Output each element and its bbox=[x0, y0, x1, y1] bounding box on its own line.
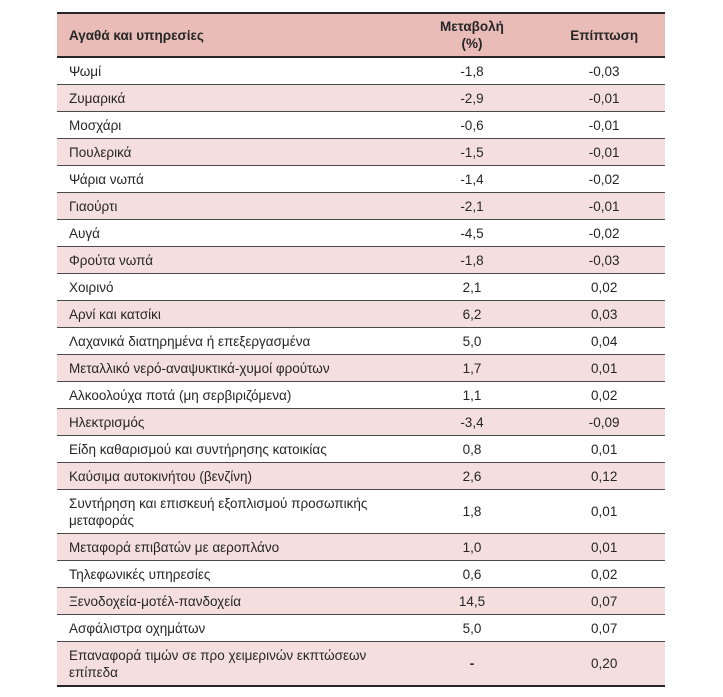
goods-label: Είδη καθαρισμού και συντήρησης κατοικίας bbox=[69, 441, 327, 457]
change-value-cell: -4,5 bbox=[401, 220, 544, 247]
goods-label-cell bbox=[57, 220, 401, 247]
goods-label-cell bbox=[57, 328, 401, 355]
table-row bbox=[57, 328, 665, 355]
table-row bbox=[57, 193, 665, 220]
impact-value-cell: 0,04 bbox=[543, 328, 665, 355]
impact-value-cell: -0,01 bbox=[543, 139, 665, 166]
impact-value-cell: -0,02 bbox=[543, 166, 665, 193]
goods-label-cell bbox=[57, 193, 401, 220]
change-value-cell: 6,2 bbox=[401, 301, 544, 328]
goods-label-cell bbox=[57, 112, 401, 139]
goods-label: Μεταφορά επιβατών με αεροπλάνο bbox=[69, 539, 280, 555]
goods-label-cell bbox=[57, 355, 401, 382]
goods-label-cell bbox=[57, 301, 401, 328]
table-row bbox=[57, 436, 665, 463]
impact-value-cell: 0,07 bbox=[543, 588, 665, 615]
goods-label: Τηλεφωνικές υπηρεσίες bbox=[69, 566, 211, 582]
change-value-cell: 1,0 bbox=[401, 534, 544, 561]
goods-label: Χοιρινό bbox=[69, 279, 114, 295]
column-header-change-line2: (%) bbox=[461, 36, 483, 51]
change-value-cell: -1,8 bbox=[401, 57, 544, 85]
impact-value-cell: 0,02 bbox=[543, 561, 665, 588]
goods-label: Ηλεκτρισμός bbox=[69, 414, 145, 430]
goods-label-cell bbox=[57, 615, 401, 642]
table-row bbox=[57, 112, 665, 139]
table-row bbox=[57, 57, 665, 85]
change-value-cell: 2,1 bbox=[401, 274, 544, 301]
goods-label: Ζυμαρικά bbox=[69, 90, 126, 106]
goods-label: Αλκοολούχα ποτά (μη σερβιριζόμενα) bbox=[69, 387, 292, 403]
impact-value-cell: 0,03 bbox=[543, 301, 665, 328]
goods-label: Ασφάλιστρα οχημάτων bbox=[69, 620, 206, 636]
impact-value-cell: -0,02 bbox=[543, 220, 665, 247]
goods-label-cell bbox=[57, 534, 401, 561]
table-row bbox=[57, 355, 665, 382]
change-value-cell: -3,4 bbox=[401, 409, 544, 436]
table-row bbox=[57, 220, 665, 247]
impact-value-cell: -0,03 bbox=[543, 247, 665, 274]
impact-value-cell: -0,09 bbox=[543, 409, 665, 436]
goods-label-cell bbox=[57, 139, 401, 166]
column-header-change-line1: Μεταβολή bbox=[440, 19, 504, 34]
impact-value-cell: 0,02 bbox=[543, 382, 665, 409]
table-row bbox=[57, 615, 665, 642]
goods-label: Ξενοδοχεία-μοτέλ-πανδοχεία bbox=[69, 593, 242, 609]
table-row bbox=[57, 409, 665, 436]
goods-label-cell bbox=[57, 85, 401, 112]
impact-value-cell: 0,01 bbox=[543, 534, 665, 561]
change-value-cell: 1,8 bbox=[401, 490, 544, 534]
goods-label: Πουλερικά bbox=[69, 144, 132, 160]
change-value-cell: -1,4 bbox=[401, 166, 544, 193]
column-header-change bbox=[401, 13, 544, 57]
goods-label: Αρνί και κατσίκι bbox=[69, 306, 161, 322]
change-value-cell: 5,0 bbox=[401, 328, 544, 355]
goods-label: Ψωμί bbox=[69, 63, 102, 79]
impact-value-cell: 0,07 bbox=[543, 615, 665, 642]
table-row bbox=[57, 642, 665, 687]
goods-label-cell bbox=[57, 57, 401, 85]
impact-value-cell: 0,01 bbox=[543, 436, 665, 463]
goods-label-cell bbox=[57, 490, 401, 534]
change-value-cell: -0,6 bbox=[401, 112, 544, 139]
goods-label-cell bbox=[57, 409, 401, 436]
goods-label: Ψάρια νωπά bbox=[69, 171, 144, 187]
table-row bbox=[57, 534, 665, 561]
table-row bbox=[57, 588, 665, 615]
impact-value-cell: 0,01 bbox=[543, 490, 665, 534]
change-value-cell: 2,6 bbox=[401, 463, 544, 490]
table-row bbox=[57, 139, 665, 166]
table-row bbox=[57, 247, 665, 274]
table-row bbox=[57, 463, 665, 490]
table-row bbox=[57, 85, 665, 112]
change-value-cell: -1,5 bbox=[401, 139, 544, 166]
table-body bbox=[57, 57, 665, 686]
goods-label: Λαχανικά διατηρημένα ή επεξεργασμένα bbox=[69, 333, 311, 349]
change-value-cell: -2,9 bbox=[401, 85, 544, 112]
goods-label: Μοσχάρι bbox=[69, 117, 122, 133]
goods-label: Αυγά bbox=[69, 225, 100, 241]
change-value-cell: 0,8 bbox=[401, 436, 544, 463]
goods-label-cell bbox=[57, 642, 401, 687]
goods-label-cell bbox=[57, 463, 401, 490]
impact-value-cell: -0,01 bbox=[543, 193, 665, 220]
impact-value-cell: 0,02 bbox=[543, 274, 665, 301]
goods-label: Γιαούρτι bbox=[69, 198, 118, 214]
impact-value-cell: -0,01 bbox=[543, 85, 665, 112]
goods-label: Συντήρηση και επισκευή εξοπλισμού προσωπικής μεταφοράς bbox=[69, 495, 368, 528]
goods-label-cell bbox=[57, 561, 401, 588]
impact-value-cell: 0,20 bbox=[543, 642, 665, 687]
goods-label: Καύσιμα αυτοκινήτου (βενζίνη) bbox=[69, 468, 253, 484]
change-value-cell: 5,0 bbox=[401, 615, 544, 642]
table-row bbox=[57, 301, 665, 328]
change-value-cell: 14,5 bbox=[401, 588, 544, 615]
goods-label-cell bbox=[57, 166, 401, 193]
goods-label: Μεταλλικό νερό-αναψυκτικά-χυμοί φρούτων bbox=[69, 360, 330, 376]
table-row bbox=[57, 490, 665, 534]
table-row bbox=[57, 561, 665, 588]
table-header-row bbox=[57, 13, 665, 57]
change-value-cell: 1,1 bbox=[401, 382, 544, 409]
column-header-goods: Αγαθά και υπηρεσίες bbox=[57, 13, 401, 57]
impact-value-cell: 0,12 bbox=[543, 463, 665, 490]
impact-value-cell: -0,01 bbox=[543, 112, 665, 139]
change-value-cell: - bbox=[401, 642, 544, 687]
impact-value-cell: -0,03 bbox=[543, 57, 665, 85]
goods-services-table bbox=[57, 12, 665, 687]
goods-label-cell bbox=[57, 588, 401, 615]
impact-value-cell: 0,01 bbox=[543, 355, 665, 382]
change-value-cell: 1,7 bbox=[401, 355, 544, 382]
table-row bbox=[57, 382, 665, 409]
goods-label-cell bbox=[57, 436, 401, 463]
goods-label-cell bbox=[57, 274, 401, 301]
goods-label-cell bbox=[57, 247, 401, 274]
table-row bbox=[57, 166, 665, 193]
table-row bbox=[57, 274, 665, 301]
goods-label: Επαναφορά τιμών σε προ χειμερινών εκπτώσεων επίπεδα bbox=[69, 647, 367, 680]
goods-label-cell bbox=[57, 382, 401, 409]
column-header-impact: Επίπτωση bbox=[543, 13, 665, 57]
goods-label: Φρούτα νωπά bbox=[69, 252, 154, 268]
change-value-cell: -2,1 bbox=[401, 193, 544, 220]
change-value-cell: 0,6 bbox=[401, 561, 544, 588]
change-value-cell: -1,8 bbox=[401, 247, 544, 274]
